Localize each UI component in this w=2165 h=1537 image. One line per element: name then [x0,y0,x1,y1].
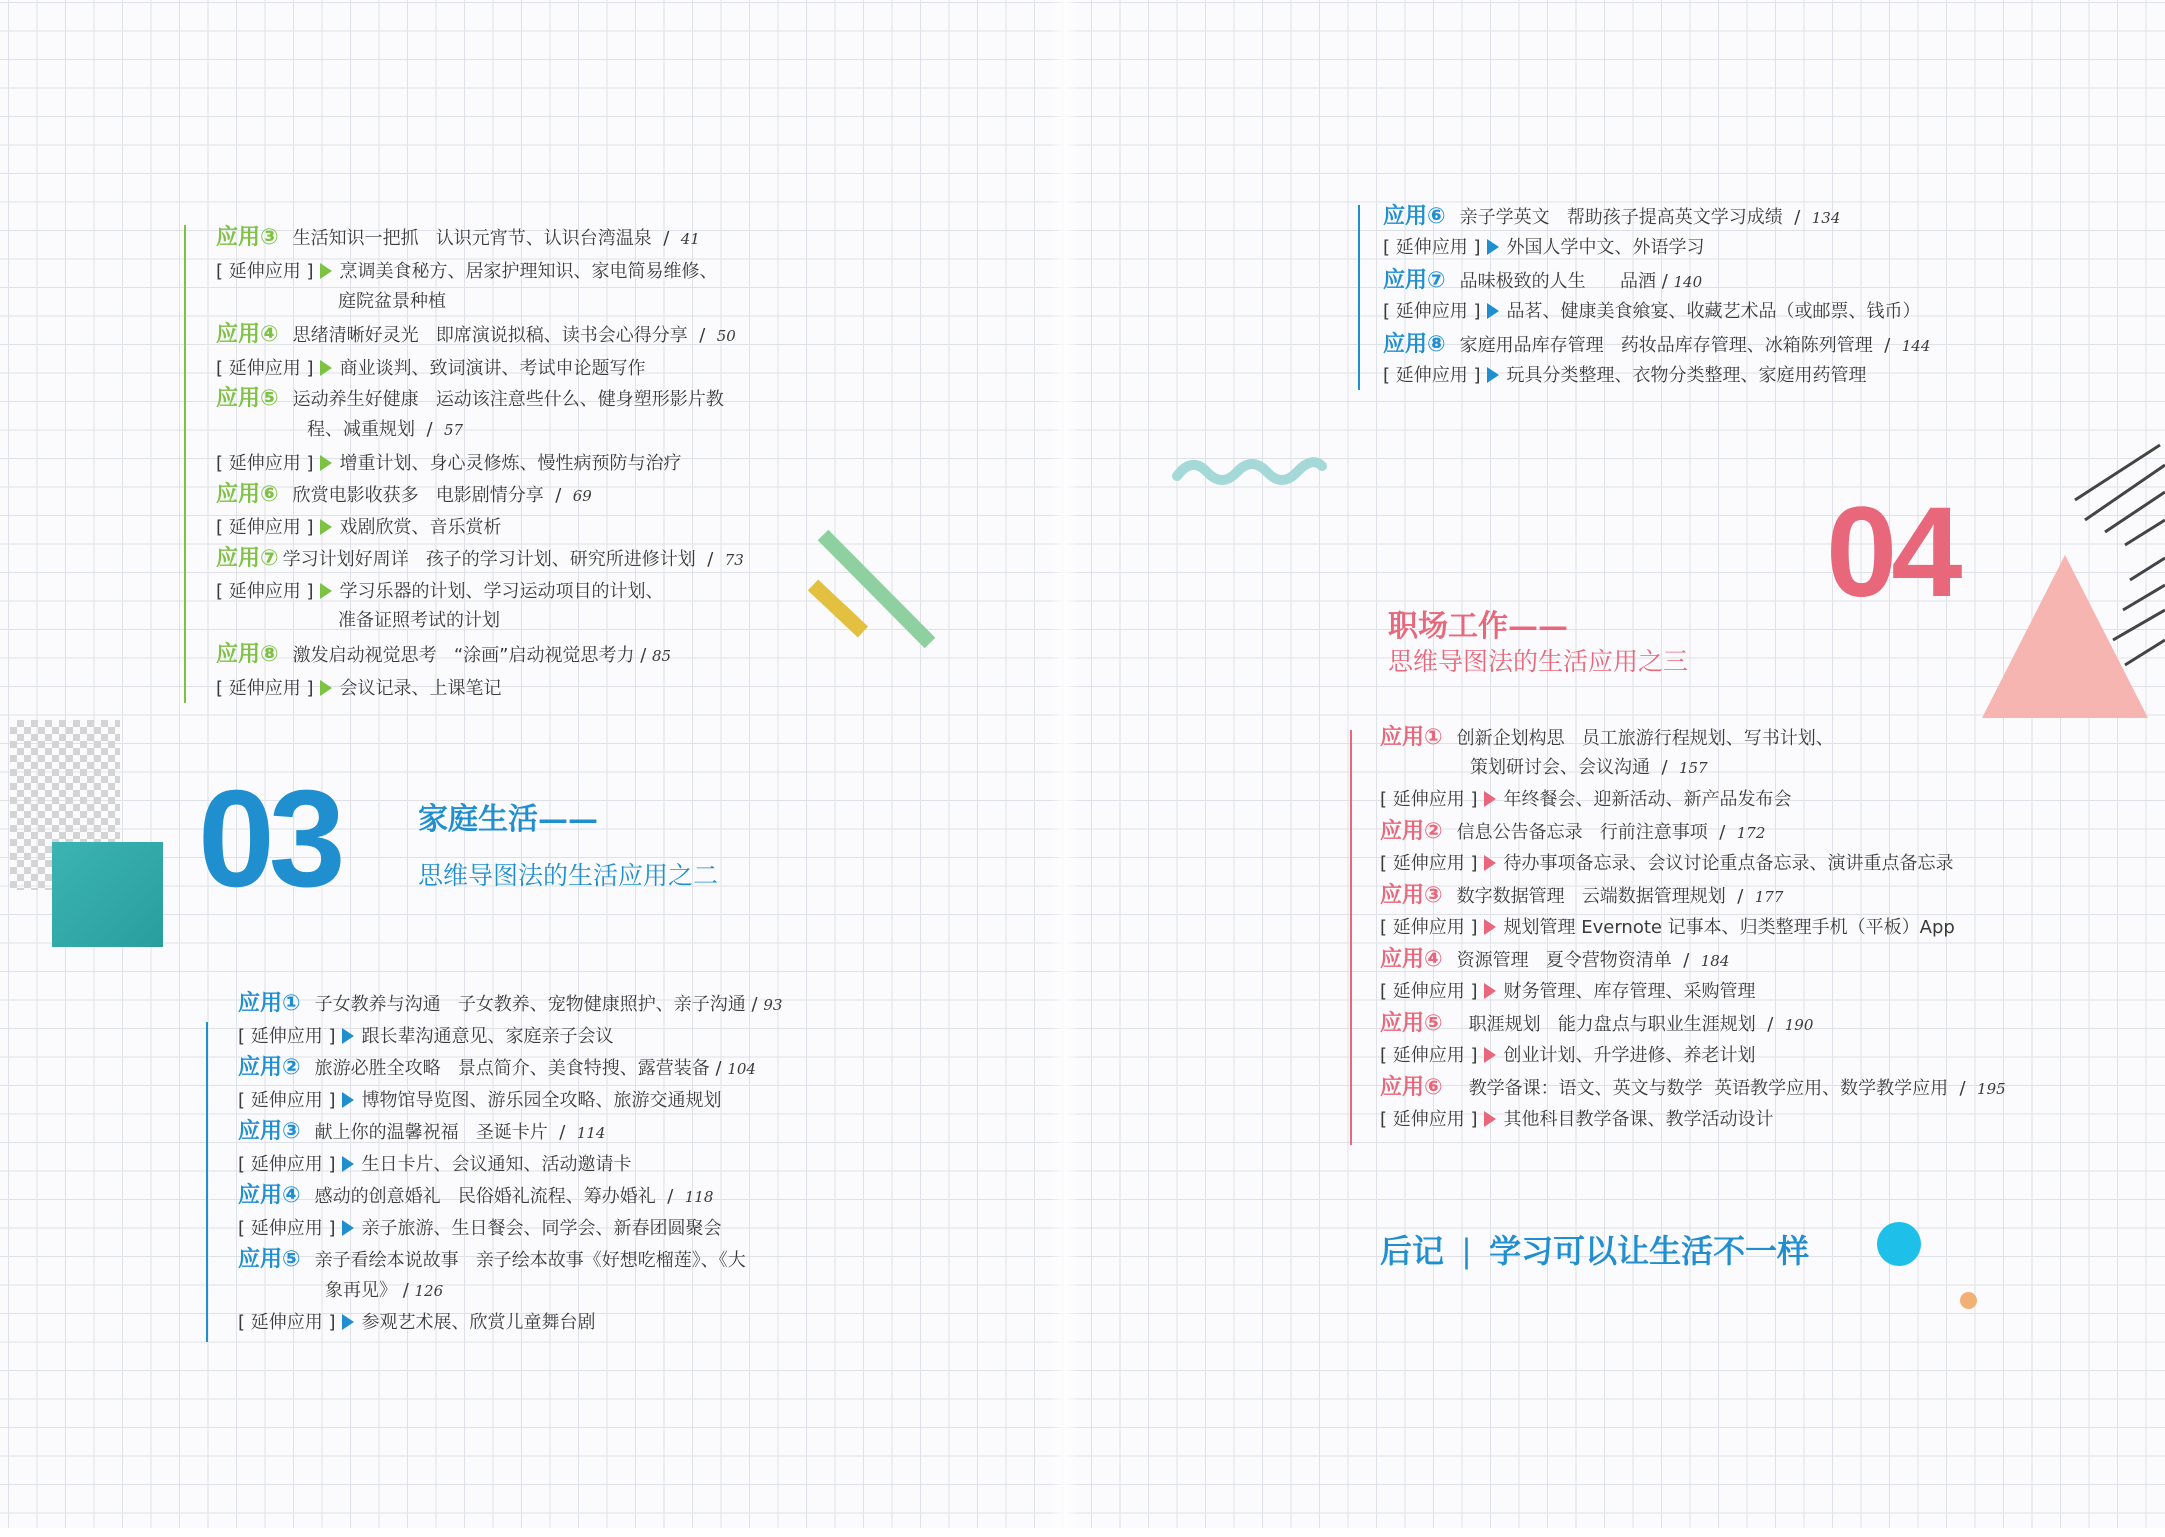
app-label: 应用⑥ [1383,204,1446,229]
item-title: 旅游必胜全攻略 [314,1058,441,1079]
app-label: 应用⑧ [216,642,279,667]
item-title: 资源管理 [1456,950,1529,971]
ext-text: 品茗、健康美食飨宴、收藏艺术品（或邮票、钱币） [1506,301,1921,322]
triangle-bullet-icon [1487,367,1499,383]
ext-label: [ 延伸应用 ] [1380,917,1478,938]
ext-text: 增重计划、身心灵修炼、慢性病预防与治疗 [339,453,682,474]
ext-text: 参观艺术展、欣赏儿童舞台剧 [361,1312,596,1333]
ext-text: 准备证照考试的计划 [338,610,500,631]
ext-text: 博物馆导览图、游乐园全攻略、旅游交通规划 [361,1090,722,1111]
item-desc: 药妆品库存管理、冰箱陈列管理 [1620,335,1873,356]
page-bottom-edge [0,1528,2165,1537]
ext-text: 亲子旅游、生日餐会、同学会、新春团圆聚会 [361,1218,722,1239]
ext-label: [ 延伸应用 ] [216,581,314,602]
orange-dot-decoration [1960,1292,1977,1309]
page-number: 85 [651,647,672,665]
list-item: 应用⑦ 品味极致的人生 品酒 / 140 [1383,268,1703,293]
item-title: 思绪清晰好灵光 [292,325,419,346]
item-title: 运动养生好健康 [292,389,419,410]
list-item-continued: 程、减重规划 / 57 [307,419,464,440]
ext-label: [ 延伸应用 ] [1380,981,1478,1002]
item-desc: 景点简介、美食特搜、露营装备 [457,1058,710,1079]
page-number: 118 [684,1188,714,1206]
ext-label: [ 延伸应用 ] [238,1154,336,1175]
item-title: 教学备课：语文、英文与数学 [1468,1078,1703,1099]
app-label: 应用④ [216,322,279,347]
item-title: 生活知识一把抓 [292,228,419,249]
list-item: 应用④ 思绪清晰好灵光 即席演说拟稿、读书会心得分享 / 50 [216,322,736,347]
item-desc: 运动该注意些什么、健身塑形影片教 [435,389,724,410]
list-item [1380,726,1834,751]
section-divider-line [1358,205,1360,390]
app-label: 应用⑤ [238,1247,301,1272]
ext-row [238,1089,722,1113]
ext-row [238,1217,722,1241]
item-desc: 圣诞卡片 [475,1122,548,1143]
ext-text: 学习乐器的计划、学习运动项目的计划、 [339,581,664,602]
app-label: 应用⑤ [216,386,279,411]
ext-text: 会议记录、上课笔记 [339,678,502,699]
ext-label: [ 延伸应用 ] [1383,237,1481,258]
page-number: 73 [724,551,744,569]
list-item: 应用⑤ 职涯规划 能力盘点与职业生涯规划 / 190 [1380,1011,1814,1036]
app-label: 应用⑧ [1383,332,1446,357]
teal-square-decoration [52,842,163,947]
app-label: 应用⑥ [1380,1075,1443,1100]
ext-row [238,1153,632,1177]
page-number: 41 [680,230,700,248]
ext-text: 创业计划、升学进修、养老计划 [1503,1045,1756,1066]
list-item: 应用④ 感动的创意婚礼 民俗婚礼流程、筹办婚礼 / 118 [238,1183,714,1208]
ext-row [216,677,502,701]
ext-label: [ 延伸应用 ] [238,1026,336,1047]
item-desc: 子女教养、宠物健康照护、亲子沟通 [457,994,746,1015]
list-item: 应用④ 资源管理 夏令营物资清单 / 184 [1380,947,1730,972]
page-number: 157 [1678,759,1708,777]
section-subtitle: 思维导图法的生活应用之二 [418,861,719,890]
triangle-bullet-icon [1487,239,1499,255]
ext-label: [ 延伸应用 ] [1380,1109,1478,1130]
ext-label: [ 延伸应用 ] [1383,365,1481,386]
page-number: 190 [1784,1016,1814,1034]
ext-text: 玩具分类整理、衣物分类整理、家庭用药管理 [1506,365,1867,386]
page-number: 177 [1754,888,1784,906]
item-title: 亲子看绘本说故事 [314,1250,459,1271]
item-desc: 程、减重规划 [307,419,415,440]
ext-text: 庭院盆景种植 [338,291,446,312]
wave-decoration [1172,452,1332,492]
diagonal-stripes-decoration [795,525,945,655]
app-label: 应用① [1380,725,1443,750]
ext-row [1380,980,1756,1004]
list-item: 应用② 旅游必胜全攻略 景点简介、美食特搜、露营装备 / 104 [238,1055,756,1080]
section-title: 家庭生活—— [418,802,598,837]
section-number: 03 [198,762,340,916]
ext-row-continued [338,609,500,633]
list-item: 应用⑦ 学习计划好周详 孩子的学习计划、研究所进修计划 / 73 [216,546,744,571]
ext-text: 其他科目教学备课、教学活动设计 [1503,1109,1774,1130]
ext-text: 待办事项备忘录、会议讨论重点备忘录、演讲重点备忘录 [1503,853,1954,874]
item-desc: 英语教学应用、数学教学应用 [1714,1078,1949,1099]
ext-row [1380,788,1792,812]
ext-label: [ 延伸应用 ] [1383,301,1481,322]
item-desc: 认识元宵节、认识台湾温泉 [435,228,652,249]
triangle-bullet-icon [342,1314,354,1330]
triangle-bullet-icon [320,680,332,696]
blue-dot-decoration [1877,1222,1921,1266]
item-desc: 即席演说拟稿、读书会心得分享 [435,325,688,346]
item-title: 信息公告备忘录 [1456,822,1583,843]
item-desc: 品酒 [1619,271,1656,292]
item-title: 激发启动视觉思考 [292,645,437,666]
triangle-bullet-icon [320,455,332,471]
afterword-separator: | [1461,1232,1472,1270]
page-number: 140 [1673,273,1703,291]
ext-label: [ 延伸应用 ] [238,1218,336,1239]
section-divider-line [206,1022,208,1342]
app-label: 应用① [238,991,301,1016]
item-desc: 亲子绘本故事《好想吃榴莲》、《大 [475,1250,746,1271]
item-desc: 策划研讨会、会议沟通 [1470,757,1650,778]
item-title: 学习计划好周详 [282,549,409,570]
page-number: 184 [1700,952,1730,970]
triangle-bullet-icon [342,1028,354,1044]
section-title: 职场工作—— [1388,609,1568,644]
ext-text: 年终餐会、迎新活动、新产品发布会 [1503,789,1792,810]
item-desc: 电影剧情分享 [435,485,544,506]
ext-label: [ 延伸应用 ] [238,1312,336,1333]
ext-row [216,452,682,476]
ext-text: 跟长辈沟通意见、家庭亲子会议 [361,1026,614,1047]
book-spine-shadow [1050,0,1080,1537]
ext-text: 戏剧欣赏、音乐赏析 [339,517,502,538]
section-divider-line [1350,730,1352,1145]
item-title: 家庭用品库存管理 [1459,335,1604,356]
item-desc: 员工旅游行程规划、写书计划、 [1581,728,1834,749]
item-title: 亲子学英文 [1459,207,1550,228]
page-number: 172 [1736,824,1766,842]
ext-label: [ 延伸应用 ] [216,678,314,699]
app-label: 应用④ [238,1183,301,1208]
item-title: 数字数据管理 [1456,886,1565,907]
page-number: 195 [1977,1080,2006,1098]
list-item: 应用⑥ 欣赏电影收获多 电影剧情分享 / 69 [216,482,592,507]
ext-label: [ 延伸应用 ] [216,358,314,379]
page-number: 126 [414,1282,444,1300]
list-item: 应用③ 生活知识一把抓 认识元宵节、认识台湾温泉 / 41 [216,225,700,250]
green-stripe [823,535,930,643]
triangle-bullet-icon [1484,791,1496,807]
list-item: 应用③ 数字数据管理 云端数据管理规划 / 177 [1380,883,1784,908]
ext-label: [ 延伸应用 ] [216,517,314,538]
list-item: 应用⑧ 家庭用品库存管理 药妆品库存管理、冰箱陈列管理 / 144 [1383,332,1931,357]
ext-row [1380,1044,1756,1068]
triangle-bullet-icon [1487,303,1499,319]
ext-text: 烹调美食秘方、居家护理知识、家电简易维修、 [339,261,718,282]
triangle-bullet-icon [342,1156,354,1172]
app-label: 应用⑦ [216,546,279,571]
ext-label: [ 延伸应用 ] [216,261,314,282]
page-number: 104 [727,1060,756,1078]
section-divider-line [184,225,186,703]
ext-row-continued [338,290,446,314]
triangle-bullet-icon [342,1220,354,1236]
app-label: 应用③ [1380,883,1443,908]
ext-row [216,357,646,381]
app-label: 应用② [238,1055,301,1080]
ext-row [1380,916,1955,940]
page-number: 57 [443,421,464,439]
ext-row [216,260,718,284]
ext-label: [ 延伸应用 ] [1380,789,1478,810]
list-item: 应用③ 献上你的温馨祝福 圣诞卡片 / 114 [238,1119,606,1144]
app-label: 应用③ [238,1119,301,1144]
afterword-label: 后记 [1380,1232,1445,1270]
list-item: 应用⑧ 激发启动视觉思考 “涂画”启动视觉思考力 / 85 [216,642,672,667]
app-label: 应用③ [216,225,279,250]
item-title: 职涯规划 [1468,1014,1541,1035]
item-title: 品味极致的人生 [1459,271,1586,292]
ext-text: 商业谈判、致词演讲、考试申论题写作 [339,358,646,379]
page-number: 69 [572,487,592,505]
list-item: 应用① 子女教养与沟通 子女教养、宠物健康照护、亲子沟通 / 93 [238,991,783,1016]
app-label: 应用④ [1380,947,1443,972]
afterword-title: 学习可以让生活不一样 [1489,1232,1810,1270]
item-title: 献上你的温馨祝福 [314,1122,459,1143]
ext-text: 规划管理 Evernote 记事本、归类整理手机（平板）App [1503,917,1955,938]
ext-row [1383,364,1867,388]
ext-row [238,1025,614,1049]
list-item [238,1248,746,1273]
ext-row [238,1311,596,1335]
ext-text: 财务管理、库存管理、采购管理 [1503,981,1756,1002]
triangle-bullet-icon [320,263,332,279]
item-desc: 民俗婚礼流程、筹办婚礼 [457,1186,656,1207]
triangle-bullet-icon [320,360,332,376]
triangle-bullet-icon [1484,1047,1496,1063]
ext-row [1383,236,1705,260]
ext-text: 外国人学中文、外语学习 [1506,237,1705,258]
ext-text: 生日卡片、会议通知、活动邀请卡 [361,1154,632,1175]
item-title: 创新企划构思 [1456,728,1565,749]
page-number: 144 [1901,337,1931,355]
page-number: 50 [716,327,736,345]
item-title: 感动的创意婚礼 [314,1186,441,1207]
item-desc: 能力盘点与职业生涯规划 [1557,1014,1756,1035]
list-item: 应用② 信息公告备忘录 行前注意事项 / 172 [1380,819,1766,844]
list-item: 应用⑥ 教学备课：语文、英文与数学 英语教学应用、数学教学应用 / 195 [1380,1075,2006,1100]
yellow-stripe [813,585,863,632]
page-number: 93 [763,996,783,1014]
ext-row [216,580,664,604]
item-desc: 夏令营物资清单 [1545,950,1672,971]
item-desc: “涂画”启动视觉思考力 [453,645,635,666]
list-item [216,387,724,412]
list-item: 应用⑥ 亲子学英文 帮助孩子提高英文学习成绩 / 134 [1383,204,1841,229]
item-title: 欣赏电影收获多 [292,485,419,506]
ext-label: [ 延伸应用 ] [216,453,314,474]
ext-row [216,516,502,540]
ext-label: [ 延伸应用 ] [1380,853,1478,874]
triangle-bullet-icon [342,1092,354,1108]
ext-row [1383,300,1921,324]
item-desc: 象再见》 [325,1280,397,1301]
section-number: 04 [1826,481,1957,624]
list-item-continued: 策划研讨会、会议沟通 / 157 [1470,757,1708,778]
ext-label: [ 延伸应用 ] [238,1090,336,1111]
triangle-bullet-icon [1484,983,1496,999]
triangle-bullet-icon [1484,1111,1496,1127]
ext-row [1380,852,1954,876]
triangle-bullet-icon [320,519,332,535]
app-label: 应用② [1380,819,1443,844]
page-number: 114 [576,1124,606,1142]
afterword-heading [1380,1226,1809,1272]
app-label: 应用⑦ [1383,268,1446,293]
item-title: 子女教养与沟通 [314,994,441,1015]
item-desc: 云端数据管理规划 [1581,886,1726,907]
app-label: 应用⑥ [216,482,279,507]
section-subtitle: 思维导图法的生活应用之三 [1388,647,1689,676]
triangle-bullet-icon [1484,855,1496,871]
ext-row [1380,1108,1774,1132]
pink-triangle-decoration [1980,555,2150,720]
list-item-continued: 象再见》 / 126 [325,1280,444,1301]
triangle-bullet-icon [1484,919,1496,935]
page-number: 134 [1811,209,1841,227]
triangle-bullet-icon [320,583,332,599]
item-desc: 行前注意事项 [1599,822,1708,843]
item-desc: 帮助孩子提高英文学习成绩 [1566,207,1783,228]
ext-label: [ 延伸应用 ] [1380,1045,1478,1066]
item-desc: 孩子的学习计划、研究所进修计划 [425,549,696,570]
app-label: 应用⑤ [1380,1011,1443,1036]
